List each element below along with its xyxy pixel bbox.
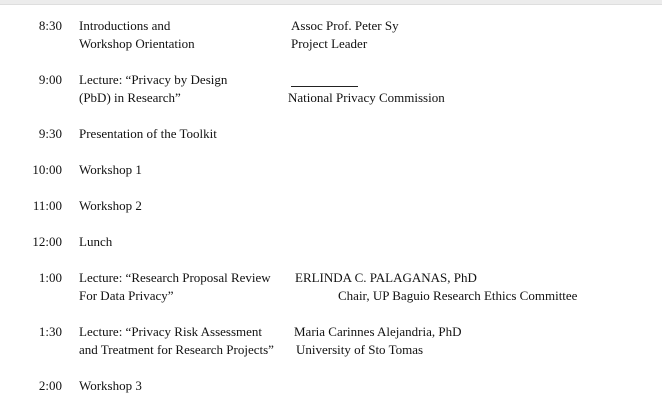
time-slot: 10:00	[32, 162, 62, 177]
activity-line: Workshop 3	[79, 378, 142, 393]
activity-line: For Data Privacy”	[79, 288, 174, 303]
time-slot: 9:00	[38, 72, 62, 87]
blank-speaker-line	[291, 86, 358, 87]
time-slot: 9:30	[38, 126, 62, 141]
time-slot: 2:00	[38, 378, 62, 393]
activity-line: Workshop 1	[79, 162, 142, 177]
time-slot: 8:30	[38, 18, 62, 33]
activity-line: Introductions and	[79, 18, 171, 33]
activity-line: (PbD) in Research”	[79, 90, 181, 105]
activity-line: Workshop Orientation	[79, 36, 195, 51]
speaker-line: Maria Carinnes Alejandria, PhD	[294, 324, 462, 339]
speaker-line: ERLINDA C. PALAGANAS, PhD	[295, 270, 477, 285]
activity-line: Presentation of the Toolkit	[79, 126, 217, 141]
activity-line: Lunch	[79, 234, 113, 249]
speaker-line: Project Leader	[291, 36, 368, 51]
activity-line: Workshop 2	[79, 198, 142, 213]
activity-line: Lecture: “Privacy by Design	[79, 72, 228, 87]
speaker-line: University of Sto Tomas	[296, 342, 424, 357]
activity-line: Lecture: “Privacy Risk Assessment	[79, 324, 263, 339]
time-slot: 1:00	[38, 270, 62, 285]
speaker-line: Chair, UP Baguio Research Ethics Committee	[338, 288, 578, 303]
speaker-line: National Privacy Commission	[288, 90, 445, 105]
activity-line: Lecture: “Research Proposal Review	[79, 270, 271, 285]
time-slot: 12:00	[32, 234, 62, 249]
time-slot: 1:30	[38, 324, 62, 339]
speaker-line: Assoc Prof. Peter Sy	[291, 18, 399, 33]
activity-line: and Treatment for Research Projects”	[79, 342, 274, 357]
window-top-edge	[0, 0, 662, 5]
time-slot: 11:00	[32, 198, 62, 213]
